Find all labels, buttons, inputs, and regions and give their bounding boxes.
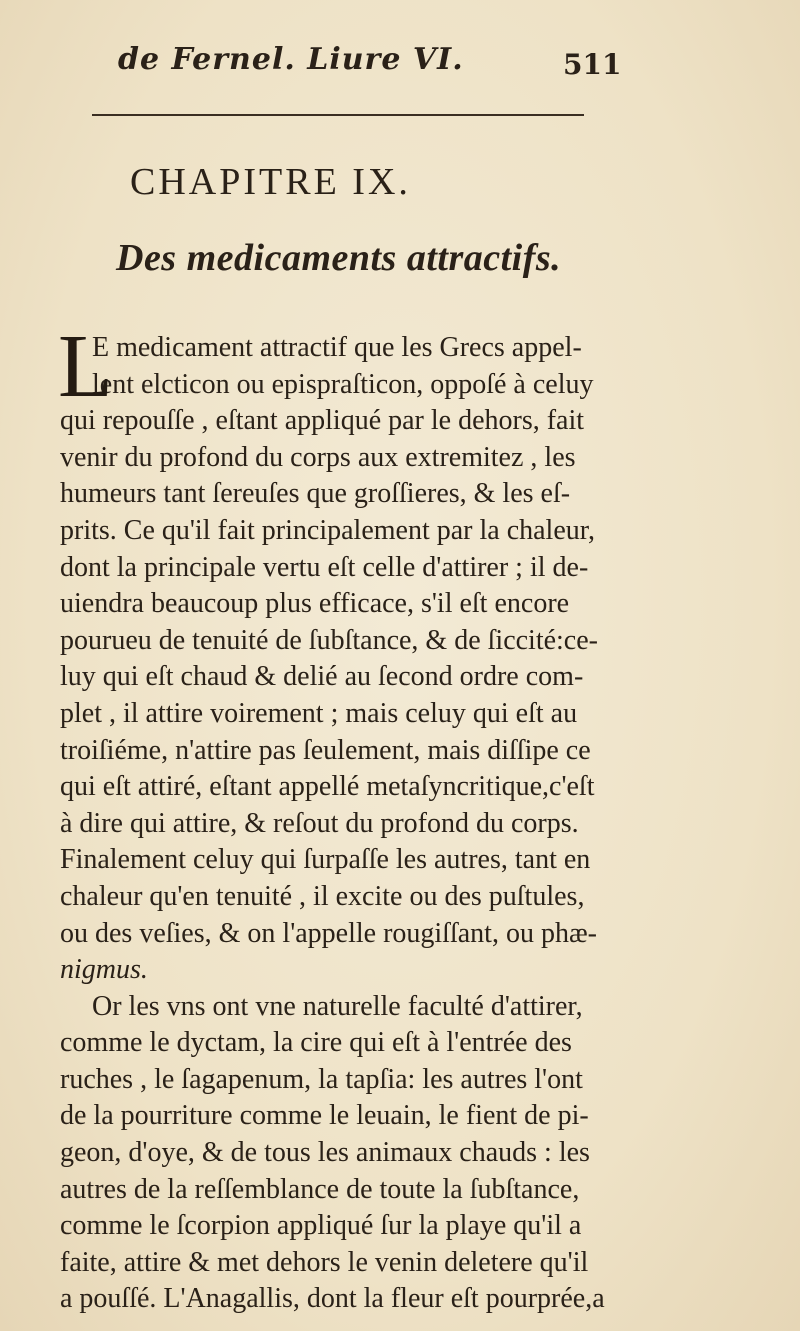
text-line: à dire qui attire, & reſout du profond du corps.	[60, 807, 579, 839]
text-lines	[58, 317, 660, 1318]
chapter-title: CHAPITRE IX.	[130, 161, 411, 203]
text-line: luy qui eſt chaud & delié au ſecond ordre com-	[60, 661, 584, 693]
text-line: uiendra beaucoup plus efficace, s'il eſt encore	[60, 588, 570, 620]
text-line: faite, attire & met dehors le venin deletere qu'il	[60, 1246, 589, 1278]
text-line: ruches , le ſagapenum, la tapſia: les autres l'ont	[60, 1063, 583, 1095]
text-line: comme le ſcorpion appliqué ſur la playe qu'il a	[60, 1210, 582, 1242]
text-line: nigmus.	[60, 954, 148, 986]
text-line: autres de la reſſemblance de toute la ſubſtance,	[60, 1173, 580, 1205]
text-line: lent elcticon ou epispraſticon, oppoſé à celuy	[92, 368, 594, 400]
running-head	[118, 42, 718, 92]
text-line: comme le dyctam, la cire qui eſt à l'entrée des	[60, 1027, 572, 1059]
text-line: ou des veſies, & on l'appelle rougiſſant, ou phæ-	[60, 917, 597, 949]
text-line: de la pourriture comme le leuain, le fient de pi-	[60, 1100, 589, 1132]
text-line: E medicament attractif que les Grecs appel-	[92, 332, 582, 363]
text-line: a pouſſé. L'Anagallis, dont la fleur eſt pourprée,a	[60, 1283, 605, 1315]
text-line: venir du profond du corps aux extremitez , les	[60, 441, 576, 473]
page-number: 511	[563, 48, 622, 81]
text-line: humeurs tant ſereuſes que groſſieres, & les eſ-	[60, 478, 571, 510]
text-line: troiſiéme, n'attire pas ſeulement, mais diſſipe ce	[60, 734, 591, 766]
text-line: prits. Ce qu'il fait principalement par la chaleur,	[60, 514, 595, 546]
running-head-title: de Fernel. Liure VI.	[118, 42, 464, 77]
text-line: Finalement celuy qui ſurpaſſe les autres, tant en	[60, 844, 591, 876]
text-line: plet , il attire voirement ; mais celuy qui eſt au	[60, 697, 578, 729]
text-line: pourueu de tenuité de ſubſtance, & de ſiccité:ce-	[60, 624, 598, 656]
text-line: qui eſt attiré, eſtant appellé metaſyncritique,c'eſt	[60, 771, 595, 803]
body-text	[58, 317, 660, 1318]
text-line: dont la principale vertu eſt celle d'attirer ; il de-	[60, 551, 589, 583]
text-line: geon, d'oye, & de tous les animaux chauds : les	[60, 1137, 590, 1169]
chapter-subtitle: Des medicaments attractifs.	[116, 237, 562, 279]
text-line: chaleur qu'en tenuité , il excite ou des puſtules,	[60, 880, 585, 912]
drop-cap: L	[58, 317, 113, 416]
text-line: Or les vns ont vne naturelle faculté d'attirer,	[92, 990, 583, 1022]
header-rule	[92, 114, 584, 116]
text-line: qui repouſſe , eſtant appliqué par le dehors, fait	[60, 405, 585, 437]
